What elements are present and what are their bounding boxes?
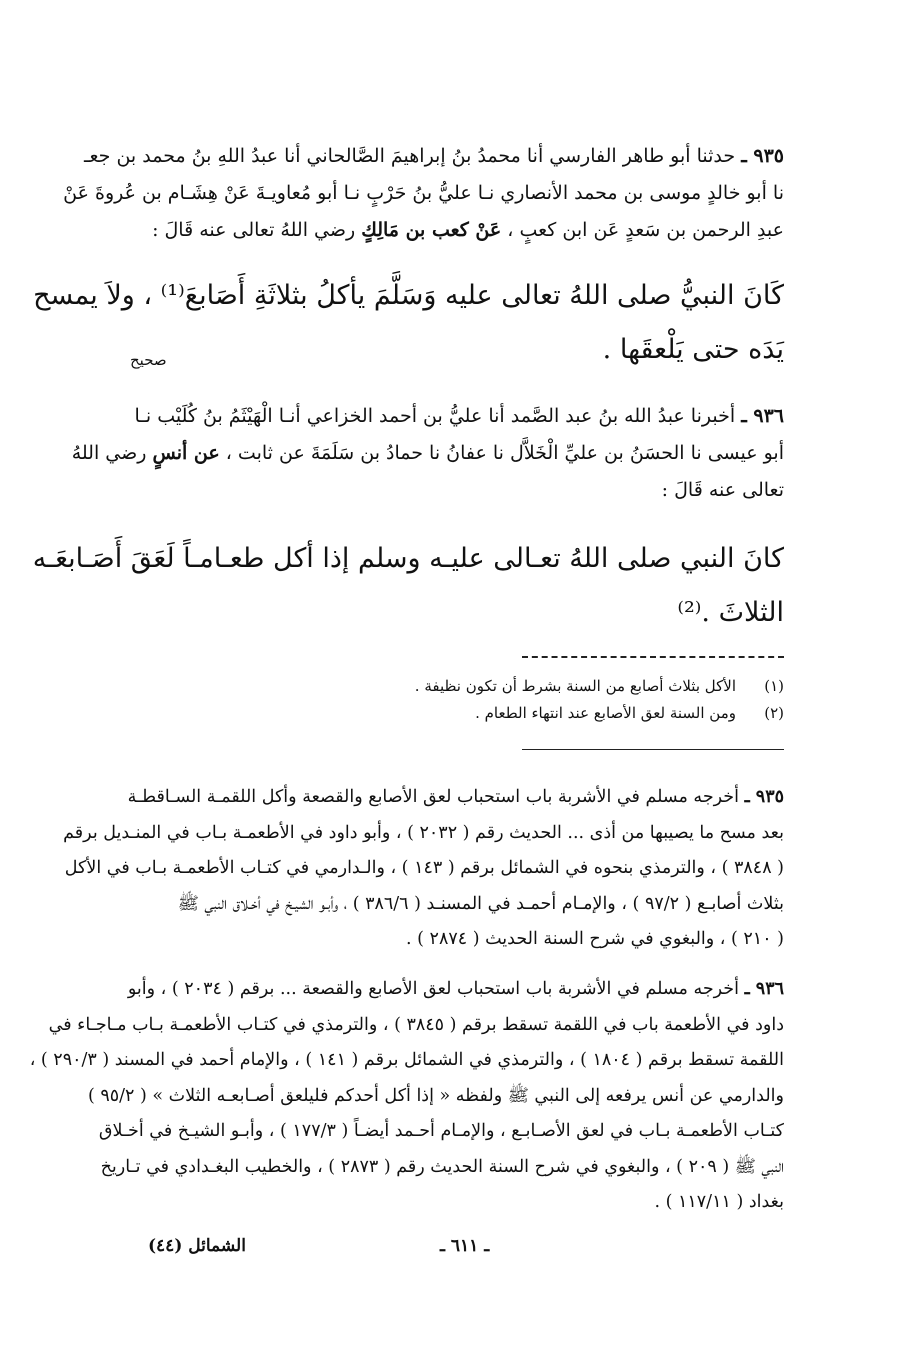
isnad-line: أبو عيسى نا الحسَنُ بن عليِّ الْخَلاَّل نا عفانُ نا حمادُ بن سَلَمَةَ عن ثابت ، عن أنسٍ رضي اللهُ [71,442,784,464]
footnote-number: (٢) [764,704,784,722]
takhrij-line: النبي ﷺ ( ٢٠٩ ) ، والبغوي في شرح السنة الحديث رقم ( ٢٨٧٣ ) ، والخطيب البغـدادي في تـاريخ [100,1156,784,1177]
takhrij-number: ٩٣٥ ـ [744,787,784,807]
takhrij-line: داود في الأطعمة باب في اللقمة تسقط برقم ( ٣٨٤٥ ) ، والترمذي في كتـاب الأطعمـة بـاب مـاجـاء في [48,1014,784,1035]
footnote-number: (١) [764,677,784,695]
isnad-line: ٩٣٦ ـ أخبرنا عبدُ الله بنُ عبد الصَّمد أنا عليُّ بن أحمد الخزاعي أنـا الْهَيْثَمُ بنُ كُلَيْب نـا [134,405,784,427]
isnad-line: نا أبو خالدٍ موسى بن محمد الأنصاري نـا عليُّ بنُ حَرْبٍ نـا أبو مُعاويـةَ عَنْ هِشَـام بن عُروةَ عَنْ [63,182,784,204]
matn-line: الثلاثَ .⁽²⁾ [677,597,784,628]
takhrij-line: ( ٢١٠ ) ، والبغوي في شرح السنة الحديث ( ٢٨٧٤ ) . [406,929,784,949]
matn-line: كَانَ النبيُّ صلى اللهُ تعالى عليه وَسَلَّمَ يأكلُ بثلاثَةِ أَصَابعَ⁽¹⁾ ، ولاَ يمسح [33,280,784,311]
footnotes [124,673,784,727]
takhrij-separator [522,749,784,750]
hadith-935-isnad [63,138,784,249]
hadith-number: ٩٣٦ ـ [741,405,784,427]
takhrij-line: بغداد ( ١١٧/١١ ) . [654,1192,784,1212]
hadith-number: ٩٣٥ ـ [741,145,784,167]
narrator-name: عن أنسٍ [152,442,220,464]
takhrij-line: بعد مسح ما يصيبها من أذى ... الحديث رقم ( ٢٠٣٢ ) ، وأبو داود في الأطعمـة بـاب في المنـديل برقم [63,822,784,843]
takhrij-936 [29,972,784,1221]
takhrij-line: ( ٣٨٤٨ ) ، والترمذي بنحوه في الشمائل برقم ( ١٤٣ ) ، والـدارمي في كتـاب الأطعمـة بـاب في الأكل [64,858,784,878]
isnad-line: تعالى عنه قَالَ : [661,479,784,501]
isnad-line: عبدِ الرحمن بن سَعدٍ عَن ابن كعبٍ ، عَنْ كعب بن مَالِكٍ رضي اللهُ تعالى عنه قَالَ : [152,219,784,241]
hadith-936-isnad [71,398,784,509]
takhrij-line: والدارمي عن أنس يرفعه إلى النبي ﷺ ولفظه « إذا أكل أحدكم فليلعق أصـابعـه الثلاث » ( ٩٥/٢ ) [87,1085,784,1106]
takhrij-935 [63,780,784,958]
takhrij-line: بثلاث أصابـع ( ٩٧/٢ ) ، والإمـام أحمـد في المسنـد ( ٣٨٦/٦ ) ، وأبـو الشيـخ في أخـلاق النبي ﷺ [177,893,784,914]
footnote-separator [522,656,784,658]
book-signature: الشمائل (٤٤) [148,1236,246,1256]
matn-line: كانَ النبي صلى اللهُ تعـالى عليـه وسلم إذا أكل طعـامـاً لَعَقَ أَصَـابعَـه [32,543,784,574]
takhrij-line: اللقمة تسقط برقم ( ١٨٠٤ ) ، والترمذي في الشمائل برقم ( ١٤١ ) ، والإمام أحمد في المسند ( ٢٩٠/٣ ) ، [29,1050,784,1070]
narrator-name: عَنْ كعب بن مَالِكٍ [361,219,502,241]
isnad-line: ٩٣٥ ـ حدثنا أبو طاهر الفارسي أنا محمدُ بنُ إبراهيمَ الصَّالحاني أنا عبدُ اللهِ بنُ محمد بن جعـ [83,145,784,167]
takhrij-line: ٩٣٦ ـ أخرجه مسلم في الأشربة باب استحباب لعق الأصابع والقصعة ... برقم ( ٢٠٣٤ ) ، وأبو [127,979,784,999]
footnote-item: (٢)ومن السنة لعق الأصابع عند انتهاء الطعام . [124,700,784,727]
page-number: ـ ٦١١ ـ [440,1236,490,1256]
hadith-935-matn [33,269,784,377]
takhrij-line: ٩٣٥ ـ أخرجه مسلم في الأشربة باب استحباب لعق الأصابع والقصعة وأكل اللقمـة السـاقطـة [127,787,784,807]
takhrij-number: ٩٣٦ ـ [744,979,784,999]
footnote-item: (١)الأكل بثلاث أصابع من السنة بشرط أن تكون نظيفة . [124,673,784,700]
matn-line: يَدَه حتى يَلْعقَها . [602,334,784,365]
takhrij-line: كتـاب الأطعمـة بـاب في لعق الأصـابـع ، والإمـام أحـمد أيضـاً ( ١٧٧/٣ ) ، وأبـو الشيـخ في أخـلاق [98,1121,784,1141]
hadith-grade: صحيح [130,351,167,369]
hadith-936-matn [32,532,784,640]
